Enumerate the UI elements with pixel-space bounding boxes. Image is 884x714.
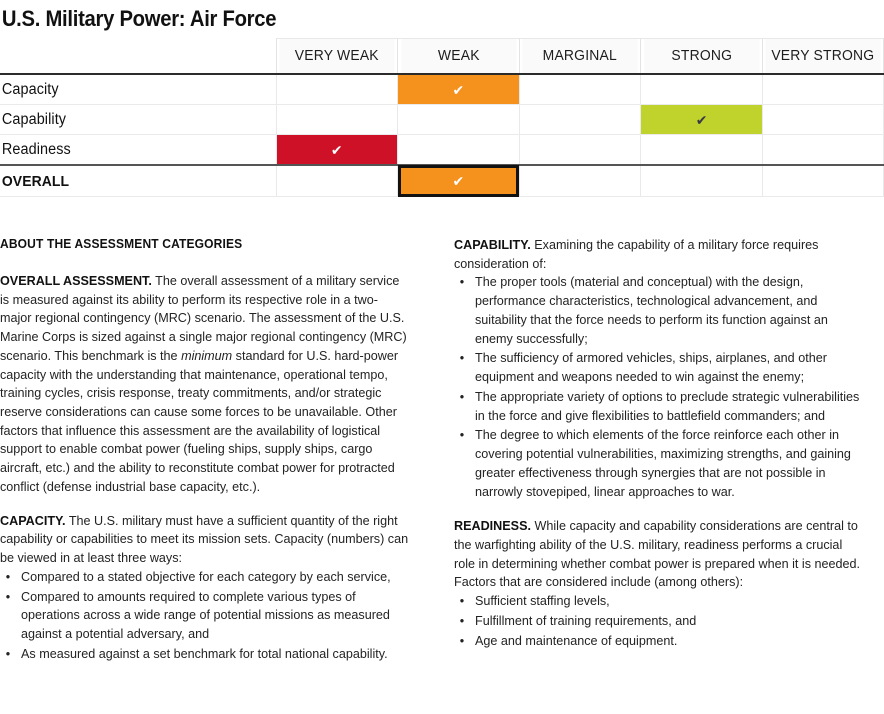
list-item <box>454 349 865 386</box>
check-icon: ✔ <box>695 111 708 128</box>
rating-fill-overall-weak <box>398 165 519 197</box>
column-header-strong: STRONG <box>643 39 760 75</box>
cell-overall-strong <box>641 165 763 197</box>
cell-overall-marginal <box>519 165 641 197</box>
list-item-text: Age and maintenance of equipment. <box>475 632 678 648</box>
left-text-column <box>0 236 409 665</box>
list-item-text: The proper tools (material and conceptual) with the design, performance characteristics, technological advancement, and suitability that the force needs to perform its function against an enemy successfully; <box>475 274 828 346</box>
scorecard-header <box>0 39 884 75</box>
scorecard-header-row <box>0 39 884 75</box>
list-item-text: The degree to which elements of the force reinforce each other in covering potential vulnerabilities, maximizing strengths, and gaining greater effectiveness through synergies that are not possible in narrowly stovepiped, linear approaches to war. <box>475 427 851 499</box>
cell-readiness-marginal <box>519 135 641 166</box>
cell-capacity-very-strong <box>762 74 884 105</box>
row-label-overall: OVERALL <box>0 165 257 197</box>
section-spacer <box>454 502 865 517</box>
list-item <box>454 592 865 611</box>
cell-readiness-very-strong <box>762 135 884 166</box>
list-item <box>0 568 409 587</box>
readiness-text: While capacity and capability considerations are central to the warfighting ability of the U.S. military, readiness performs a crucial role in determining whether combat power is prepared when it is needed. Factors that are considered include (among others): <box>454 518 861 590</box>
rating-fill-weak <box>398 75 519 104</box>
list-item-text: Fulfillment of training requirements, and <box>475 612 697 628</box>
list-item-text: The sufficiency of armored vehicles, ships, airplanes, and other equipment and weapons needed to win against the enemy; <box>475 350 827 385</box>
page-title: U.S. Military Power: Air Force <box>1 6 277 31</box>
list-item <box>454 273 865 348</box>
list-item <box>454 612 865 631</box>
bullet-icon: • <box>459 632 465 648</box>
row-label-capability: Capability <box>0 105 257 135</box>
list-item <box>454 632 865 651</box>
bullet-icon: • <box>459 427 465 443</box>
capability-bullet-list <box>454 273 865 501</box>
cell-capability-very-weak <box>276 105 398 135</box>
list-item-text: Compared to amounts required to complete various types of operations across a wide range of potential missions as measured against a potential adversary, and <box>21 588 390 642</box>
capacity-bullet-list <box>0 568 409 664</box>
list-item-text: Compared to a stated objective for each category by each service, <box>21 568 391 584</box>
cell-capability-weak <box>398 105 520 135</box>
overall-assessment-italic: minimum <box>181 347 233 363</box>
check-icon: ✔ <box>452 173 465 189</box>
cell-readiness-very-weak <box>276 135 398 166</box>
list-item <box>0 645 409 664</box>
rating-fill-strong <box>641 105 762 134</box>
scorecard-corner-cell <box>6 39 271 75</box>
readiness-paragraph <box>454 517 865 592</box>
scorecard-body <box>0 74 884 197</box>
capability-paragraph <box>454 236 865 273</box>
bullet-icon: • <box>459 350 465 366</box>
list-item <box>454 388 865 425</box>
table-row <box>0 135 884 166</box>
list-item <box>454 426 865 501</box>
cell-capacity-strong <box>641 74 763 105</box>
table-row <box>0 105 884 135</box>
row-label-readiness: Readiness <box>0 135 257 166</box>
bullet-icon: • <box>459 388 465 404</box>
military-power-scorecard-table <box>0 38 884 197</box>
cell-readiness-weak <box>398 135 520 166</box>
capability-text: Examining the capability of a military force requires consideration of: <box>454 237 819 271</box>
overall-assessment-lead: OVERALL ASSESSMENT. <box>0 272 152 288</box>
list-item-text: The appropriate variety of options to preclude strategic vulnerabilities in the force and give flexibilities to battlefield commanders; and <box>475 388 860 423</box>
capacity-text: The U.S. military must have a sufficient quantity of the right capability or capabilities to meet its mission sets. Capacity (numbers) can be viewed in at least three ways: <box>0 512 409 566</box>
overall-assessment-text-2: standard for U.S. hard-power capacity with the understanding that maintenance, operational tempo, training cycles, crisis response, treaty commitments, and/or strategic reserve considerations can cause some forces to be unavailable. Other factors that influence this assessment are the availability of logistical support to enable combat power (fueling ships, supply ships, cargo aircraft, etc.) and the ability to reconstitute combat power for protracted conflict (defense industrial base capacity, etc.). <box>0 347 399 494</box>
bullet-icon: • <box>459 593 465 609</box>
bullet-icon: • <box>459 612 465 628</box>
bullet-icon: • <box>5 588 11 604</box>
capacity-lead: CAPACITY. <box>0 512 66 528</box>
overall-assessment-paragraph <box>0 272 409 497</box>
cell-capacity-marginal <box>519 74 641 105</box>
row-label-capacity: Capacity <box>0 74 257 105</box>
cell-capability-marginal <box>519 105 641 135</box>
table-row <box>0 74 884 105</box>
cell-capacity-weak <box>398 74 520 105</box>
cell-capability-very-strong <box>762 105 884 135</box>
list-item <box>0 588 409 644</box>
overall-assessment-text-1: The overall assessment of a military service is measured against its ability to perform its respective role in a two-major regional contingency (MRC) scenario. The assessment of the U.S. Marine Corps is sized against a single major regional contingency (MRC) scenario. This benchmark is the <box>0 272 407 363</box>
cell-overall-very-weak <box>276 165 398 197</box>
readiness-lead: READINESS. <box>454 518 531 534</box>
rating-fill-very-weak <box>277 135 398 164</box>
bullet-icon: • <box>459 274 465 290</box>
scorecard-container <box>0 38 884 197</box>
check-icon: ✔ <box>330 141 343 158</box>
check-icon: ✔ <box>452 81 465 98</box>
cell-overall-weak <box>398 165 520 197</box>
column-header-weak: WEAK <box>400 39 517 75</box>
bullet-icon: • <box>5 568 11 584</box>
cell-capability-strong <box>641 105 763 135</box>
column-header-marginal: MARGINAL <box>522 39 639 75</box>
capability-lead: CAPABILITY. <box>454 237 531 252</box>
table-row <box>0 165 884 197</box>
list-item-text: As measured against a set benchmark for total national capability. <box>21 645 388 661</box>
about-heading: ABOUT THE ASSESSMENT CATEGORIES <box>0 237 243 251</box>
column-header-very-weak: VERY WEAK <box>278 39 395 75</box>
right-text-column <box>454 236 865 665</box>
about-assessment-section <box>0 236 884 665</box>
column-header-very-strong: VERY STRONG <box>765 39 882 75</box>
cell-capacity-very-weak <box>276 74 398 105</box>
list-item-text: Sufficient staffing levels, <box>475 593 610 609</box>
cell-readiness-strong <box>641 135 763 166</box>
readiness-bullet-list <box>454 592 865 650</box>
capacity-paragraph <box>0 512 409 568</box>
bullet-icon: • <box>5 645 11 661</box>
cell-overall-very-strong <box>762 165 884 197</box>
